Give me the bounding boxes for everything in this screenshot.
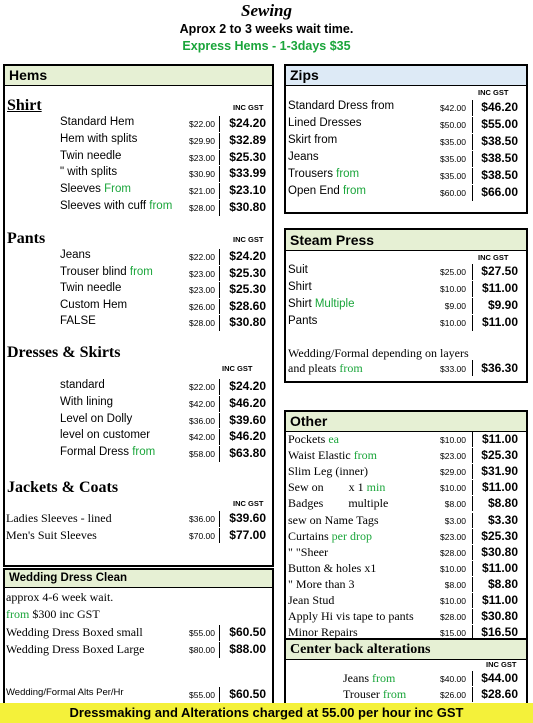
- pants-row-price: $26.00: [189, 301, 215, 312]
- label-text: Lined Dresses: [288, 117, 362, 129]
- other-row-inc: $31.90: [481, 464, 518, 479]
- label-text: sew on Name Tags: [288, 512, 379, 527]
- center-incgst: INC GST: [486, 660, 517, 669]
- jackets-row-label: [6, 511, 112, 526]
- shirt-row-price: $21.00: [189, 186, 215, 197]
- steam-wedding-inc: $36.30: [481, 361, 518, 375]
- other-row-label: [288, 448, 377, 463]
- other-row-inc: $16.50: [481, 625, 518, 640]
- zips-row-price: $35.00: [440, 137, 466, 147]
- other-row-label: [288, 561, 376, 576]
- label-text: Apply Hi vis tape to pants: [288, 609, 414, 624]
- other-row-price: $10.00: [440, 563, 466, 574]
- label-green: min: [366, 480, 386, 495]
- zips-row-label: [288, 134, 337, 146]
- label-green: from: [353, 448, 378, 463]
- label-text: Jeans: [343, 671, 372, 685]
- zips-row-price: $50.00: [440, 120, 466, 130]
- shirt-row-price: $30.90: [189, 169, 215, 180]
- dresses-row-label: [60, 446, 155, 458]
- dresses-row-inc: $46.20: [229, 429, 266, 444]
- center-back-header: Center back alterations: [286, 640, 526, 660]
- label-text: Wedding/Formal Alts Per/Hr: [6, 687, 124, 698]
- steam-row-price: $9.00: [444, 301, 466, 311]
- shirt-row-label: [60, 150, 121, 162]
- steam-row-label: [288, 298, 354, 310]
- wedding-row-price: $80.00: [189, 645, 215, 655]
- pants-row-price: $23.00: [189, 268, 215, 279]
- label-text: " More than 3: [288, 576, 355, 591]
- other-row-price: $29.00: [440, 467, 466, 478]
- zips-row-label: [288, 168, 359, 180]
- dresses-heading: Dresses & Skirts: [7, 344, 121, 361]
- express-hems-note: Express Hems - 1-3days $35: [182, 39, 351, 53]
- other-row-inc: $11.00: [481, 480, 518, 495]
- other-row-label: [288, 513, 379, 528]
- steam-row-label: [288, 315, 317, 327]
- dresses-row-price: $58.00: [189, 449, 215, 460]
- shirt-row-price: $29.90: [189, 135, 215, 146]
- dresses-row-price: $36.00: [189, 415, 215, 426]
- other-row-price: $28.00: [440, 612, 466, 623]
- shirt-row-label: [60, 116, 134, 128]
- label-text: Sleeves with cuff: [60, 200, 150, 212]
- other-row-price: $15.00: [440, 628, 466, 639]
- label-text: Slim Leg (inner): [288, 464, 368, 479]
- other-row-label: [288, 609, 414, 624]
- steam-row-price: $25.00: [440, 267, 466, 277]
- steam-row-inc: $9.90: [487, 298, 518, 312]
- center-row-inc: $44.00: [481, 671, 518, 685]
- shirt-row-inc: $23.10: [229, 183, 266, 198]
- shirt-row-label: [60, 200, 172, 212]
- label-text: Jeans: [60, 249, 91, 261]
- wedding-alts-price: $55.00: [189, 690, 215, 700]
- jackets-row-inc: $77.00: [229, 527, 266, 542]
- shirt-row-label: [60, 166, 117, 178]
- jackets-row-price: $36.00: [189, 514, 215, 524]
- pants-row-inc: $25.30: [229, 282, 266, 297]
- zips-row-label: [288, 100, 394, 112]
- other-row-label: [288, 625, 358, 640]
- label-text: Twin needle: [60, 149, 122, 162]
- zips-row-price: $35.00: [440, 154, 466, 164]
- label-text: Wedding Dress Boxed Large: [6, 642, 145, 656]
- steam-row-inc: $11.00: [481, 281, 518, 295]
- other-row-inc: $30.80: [481, 609, 518, 624]
- zips-row-price: $60.00: [440, 188, 466, 198]
- zips-row-label: [288, 117, 362, 129]
- other-row-inc: $11.00: [481, 560, 518, 575]
- label-green: from: [129, 265, 153, 278]
- label-text: level on customer: [60, 429, 151, 442]
- pants-row-label: [60, 266, 153, 278]
- other-row-label: [288, 432, 339, 447]
- label-text: Curtains: [288, 528, 332, 543]
- dresses-row-price: $42.00: [189, 432, 215, 443]
- center-row-label: [343, 687, 406, 702]
- jackets-heading: Jackets & Coats: [7, 479, 119, 496]
- zips-row-inc: $46.20: [481, 100, 518, 114]
- shirt-row-label: [60, 183, 131, 195]
- shirt-row-inc: $30.80: [229, 200, 266, 214]
- label-text: Sew on: [288, 480, 324, 495]
- shirt-heading: Shirt: [7, 97, 42, 114]
- label-text: Badges: [288, 496, 324, 511]
- pants-incgst: INC GST: [233, 235, 264, 244]
- wedding-alts-label: [6, 687, 124, 698]
- label-green: from: [149, 200, 173, 212]
- label-text: Trouser: [343, 687, 383, 701]
- label-green: from: [372, 671, 396, 685]
- other-row-price: $10.00: [440, 435, 466, 445]
- steam-row-label: [288, 264, 308, 276]
- pants-row-label: [60, 315, 96, 327]
- label-green: From: [104, 183, 131, 196]
- pants-row-price: $23.00: [189, 285, 215, 296]
- dresses-incgst: INC GST: [222, 364, 253, 373]
- dresses-row-inc: $24.20: [229, 379, 266, 393]
- label-text: " with splits: [60, 166, 118, 179]
- shirt-row-label: [60, 133, 137, 145]
- zips-row-label: [288, 185, 366, 197]
- other-row-label: [288, 593, 334, 608]
- label-text: With lining: [60, 395, 114, 408]
- other-row-inc: $30.80: [481, 544, 518, 559]
- steam-row-inc: $11.00: [481, 315, 518, 329]
- other-row-label: [288, 496, 388, 511]
- label-green: ea: [328, 432, 339, 446]
- other-row-inc: $3.30: [487, 512, 518, 527]
- shirt-row-inc: $25.30: [229, 149, 266, 164]
- label-text: Trouser blind: [60, 265, 130, 278]
- label-text: Men's Suit Sleeves: [6, 527, 97, 542]
- label-text: FALSE: [60, 315, 96, 328]
- other-row-label: [288, 577, 355, 592]
- label-green: Multiple: [314, 298, 355, 310]
- label-text: Formal Dress: [60, 446, 133, 459]
- label-text: Shirt: [288, 281, 312, 293]
- pants-heading: Pants: [7, 230, 46, 247]
- label-green: from: [342, 185, 366, 197]
- wedding-clean-header: Wedding Dress Clean: [5, 570, 272, 588]
- wedding-row-inc: $60.50: [229, 625, 266, 639]
- shirt-incgst: INC GST: [233, 103, 264, 112]
- zips-row-inc: $38.50: [481, 134, 518, 148]
- dresses-row-label: [60, 379, 105, 391]
- zips-row-label: [288, 151, 319, 163]
- pants-row-inc: $25.30: [229, 265, 266, 280]
- dresses-row-label: [60, 413, 132, 425]
- label-text: Waist Elastic: [288, 448, 354, 463]
- zips-row-inc: $38.50: [481, 168, 518, 182]
- zips-header: Zips: [286, 66, 526, 86]
- other-header: Other: [286, 412, 526, 432]
- label-green: from: [132, 446, 156, 459]
- steam-row-price: $10.00: [440, 318, 466, 328]
- center-row-price: $40.00: [440, 674, 466, 684]
- other-row-inc: $8.80: [487, 496, 518, 511]
- steam-row-price: $10.00: [440, 284, 466, 294]
- other-row-price: $23.00: [440, 451, 466, 462]
- label-extra: x 1: [345, 480, 367, 495]
- label-text: Jeans: [288, 151, 319, 163]
- wedding-row-label: [6, 625, 143, 640]
- other-row-price: $23.00: [440, 531, 466, 542]
- center-row-price: $26.00: [440, 690, 466, 700]
- label-text: Ladies Sleeves - lined: [6, 511, 112, 525]
- other-row-price: $28.00: [440, 547, 466, 558]
- center-row-label: [343, 671, 395, 686]
- label-text: Minor Repairs: [288, 625, 358, 640]
- label-text: Skirt from: [288, 134, 338, 146]
- other-row-label: [288, 464, 368, 479]
- center-row-inc: $28.60: [481, 687, 518, 701]
- zips-row-inc: $55.00: [481, 117, 518, 131]
- other-row-price: $8.00: [444, 579, 466, 590]
- shirt-row-price: $28.00: [189, 203, 215, 213]
- label-text: Twin needle: [60, 282, 122, 295]
- other-row-price: $10.00: [440, 483, 466, 494]
- label-text: Open End: [288, 185, 343, 197]
- wedding-row-inc: $88.00: [229, 642, 266, 656]
- label-text: Wedding Dress Boxed small: [6, 625, 143, 639]
- steam-header: Steam Press: [286, 230, 526, 251]
- zips-row-price: $35.00: [440, 171, 466, 181]
- other-row-inc: $11.00: [481, 432, 518, 446]
- other-row-inc: $25.30: [481, 448, 518, 463]
- other-row-label: [288, 480, 385, 495]
- jackets-row-price: $70.00: [189, 530, 215, 541]
- label-text: Jean Stud: [288, 593, 335, 607]
- footer-banner: Dressmaking and Alterations charged at 55.00 per hour inc GST: [0, 703, 533, 723]
- other-row-label: [288, 529, 372, 544]
- label-green: from: [336, 168, 360, 180]
- pants-row-inc: $30.80: [229, 315, 266, 330]
- other-row-inc: $8.80: [487, 576, 518, 591]
- zips-row-inc: $38.50: [481, 151, 518, 165]
- label-text: Pockets: [288, 432, 329, 446]
- dresses-row-price: $42.00: [189, 398, 215, 409]
- shirt-row-price: $23.00: [189, 152, 215, 163]
- other-row-inc: $11.00: [481, 593, 518, 607]
- wedding-alts-inc: $60.50: [229, 687, 266, 701]
- pants-row-label: [60, 282, 121, 294]
- pants-row-inc: $28.60: [229, 298, 266, 313]
- zips-row-price: $42.00: [440, 103, 466, 113]
- label-text: Standard Dress from: [288, 100, 395, 112]
- other-row-inc: $25.30: [481, 528, 518, 543]
- dresses-row-price: $22.00: [189, 382, 215, 392]
- hems-header: Hems: [5, 66, 272, 86]
- pants-row-label: [60, 299, 127, 311]
- zips-row-inc: $66.00: [481, 185, 518, 199]
- label-text: Pants: [288, 315, 318, 327]
- label-text: Hem with splits: [60, 132, 138, 145]
- label-text: Standard Hem: [60, 116, 135, 128]
- wedding-wait-note: approx 4-6 week wait.: [6, 590, 114, 604]
- pants-row-inc: $24.20: [229, 249, 266, 263]
- wait-time-note: Aprox 2 to 3 weeks wait time.: [179, 22, 354, 36]
- jackets-incgst: INC GST: [233, 499, 264, 508]
- label-extra: multiple: [345, 496, 389, 511]
- page-title: Sewing: [240, 1, 293, 20]
- label-green: from: [382, 687, 407, 701]
- label-text: Button & holes x1: [288, 560, 377, 575]
- steam-wedding-note: Wedding/Formal depending on layers: [288, 346, 469, 360]
- zips-incgst: INC GST: [478, 88, 509, 97]
- steam-row-label: [288, 281, 312, 293]
- pants-row-price: $28.00: [189, 318, 215, 329]
- steam-wedding-label: and pleats from: [288, 361, 363, 375]
- jackets-row-inc: $39.60: [229, 511, 266, 525]
- wedding-from-note: from $300 inc GST: [6, 607, 100, 621]
- jackets-row-label: [6, 528, 97, 543]
- label-text: " "Sheer: [288, 544, 329, 559]
- other-row-price: $3.00: [444, 515, 466, 526]
- shirt-row-inc: $24.20: [229, 116, 266, 130]
- pants-row-price: $22.00: [189, 252, 215, 262]
- label-text: Shirt: [288, 298, 315, 310]
- dresses-row-inc: $39.60: [229, 412, 266, 427]
- other-row-label: [288, 545, 328, 560]
- label-text: Suit: [288, 264, 308, 276]
- label-green: per drop: [331, 528, 372, 543]
- label-text: Sleeves: [60, 183, 105, 196]
- label-text: Trousers: [288, 168, 337, 180]
- shirt-row-inc: $32.89: [229, 132, 266, 147]
- dresses-row-inc: $46.20: [229, 395, 266, 410]
- label-text: Level on Dolly: [60, 412, 133, 425]
- label-text: standard: [60, 379, 105, 391]
- shirt-row-inc: $33.99: [229, 166, 266, 181]
- wedding-row-label: [6, 642, 144, 657]
- wedding-row-price: $55.00: [189, 628, 215, 638]
- shirt-row-price: $22.00: [189, 119, 215, 129]
- steam-incgst: INC GST: [478, 253, 509, 262]
- steam-row-inc: $27.50: [481, 264, 518, 278]
- label-text: Custom Hem: [60, 298, 128, 311]
- other-row-price: $10.00: [440, 596, 466, 606]
- dresses-row-label: [60, 429, 150, 441]
- dresses-row-inc: $63.80: [229, 446, 266, 461]
- steam-wedding-price: $33.00: [440, 364, 466, 374]
- dresses-row-label: [60, 396, 113, 408]
- pants-row-label: [60, 249, 91, 261]
- other-row-price: $8.00: [444, 499, 466, 510]
